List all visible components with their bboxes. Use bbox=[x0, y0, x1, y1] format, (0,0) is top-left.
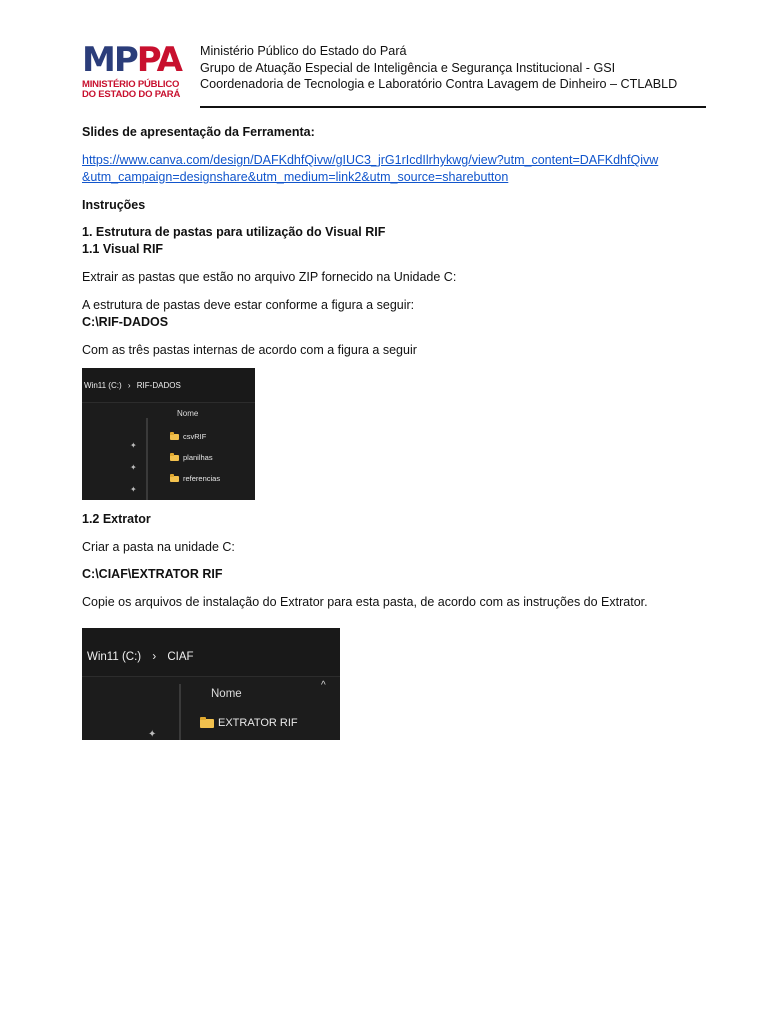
folder-row-extrator-rif[interactable]: EXTRATOR RIF bbox=[200, 717, 298, 729]
address-bar bbox=[82, 628, 340, 677]
header-line-2: Grupo de Atuação Especial de Inteligência e Segurança Institucional - GSI bbox=[200, 60, 616, 75]
folder-icon bbox=[170, 476, 179, 482]
path-ciaf-extrator: C:\CIAF\EXTRATOR RIF bbox=[82, 567, 223, 581]
folder-row-csvrif[interactable]: csvRIF bbox=[170, 432, 206, 441]
section-1-2-heading: 1.2 Extrator bbox=[82, 512, 151, 526]
pane-divider bbox=[179, 684, 181, 740]
create-folder-paragraph: Criar a pasta na unidade C: bbox=[82, 540, 235, 554]
address-bar bbox=[82, 368, 255, 403]
copy-files-paragraph: Copie os arquivos de instalação do Extrator para esta pasta, de acordo com as instruções do Extrator. bbox=[82, 595, 648, 609]
logo-line-2: DO ESTADO DO PARÁ bbox=[82, 89, 181, 100]
mppa-logo bbox=[82, 40, 188, 101]
path-rif-dados: C:\RIF-DADOS bbox=[82, 315, 169, 329]
three-folders-paragraph: Com as três pastas internas de acordo com a figura a seguir bbox=[82, 343, 417, 357]
explorer-screenshot-rif-dados bbox=[82, 368, 255, 500]
header-text bbox=[200, 43, 677, 93]
header-line-3: Coordenadoria de Tecnologia e Laboratório Contra Lavagem de Dinheiro – CTLABLD bbox=[200, 77, 678, 91]
folder-icon bbox=[170, 434, 179, 440]
pane-divider bbox=[146, 418, 148, 500]
column-header-name: Nome bbox=[177, 409, 199, 418]
folder-row-planilhas[interactable]: planilhas bbox=[170, 453, 213, 462]
breadcrumb: Win11 (C:) › RIF-DADOS bbox=[84, 381, 181, 390]
sort-chevron-icon[interactable]: ^ bbox=[321, 680, 326, 691]
pin-icon: ✦ bbox=[130, 485, 137, 494]
pin-icon: ✦ bbox=[130, 463, 137, 472]
slides-title: Slides de apresentação da Ferramenta: bbox=[82, 125, 315, 139]
canva-link-line-1[interactable]: https://www.canva.com/design/DAFKdhfQivw/gIUC3_jrG1rIcdIlrhykwg/view?utm_content=DAFKdhfQivw bbox=[82, 153, 659, 167]
section-1-heading: 1. Estrutura de pastas para utilização do Visual RIF bbox=[82, 225, 386, 239]
logo-line-1: MINISTÉRIO PÚBLICO bbox=[82, 79, 180, 90]
folder-icon bbox=[170, 455, 179, 461]
folder-icon bbox=[200, 719, 214, 728]
logo-mark: MPPA bbox=[82, 40, 181, 80]
pin-icon: ✦ bbox=[130, 441, 137, 450]
folder-row-referencias[interactable]: referencias bbox=[170, 474, 220, 483]
pin-icon: ✦ bbox=[148, 729, 157, 740]
structure-paragraph: A estrutura de pastas deve estar conforme a figura a seguir: bbox=[82, 298, 415, 312]
canva-link-line-2[interactable]: &utm_campaign=designshare&utm_medium=link2&utm_source=sharebutton bbox=[82, 170, 509, 184]
breadcrumb: Win11 (C:) › CIAF bbox=[87, 651, 194, 663]
extract-paragraph: Extrair as pastas que estão no arquivo ZIP fornecido na Unidade C: bbox=[82, 270, 457, 284]
section-1-1-heading: 1.1 Visual RIF bbox=[82, 242, 164, 256]
instructions-heading: Instruções bbox=[82, 198, 146, 212]
header-line-1: Ministério Público do Estado do Pará bbox=[200, 44, 407, 58]
column-header-name: Nome bbox=[211, 688, 242, 700]
explorer-screenshot-ciaf bbox=[82, 628, 340, 740]
header-divider bbox=[200, 106, 706, 108]
